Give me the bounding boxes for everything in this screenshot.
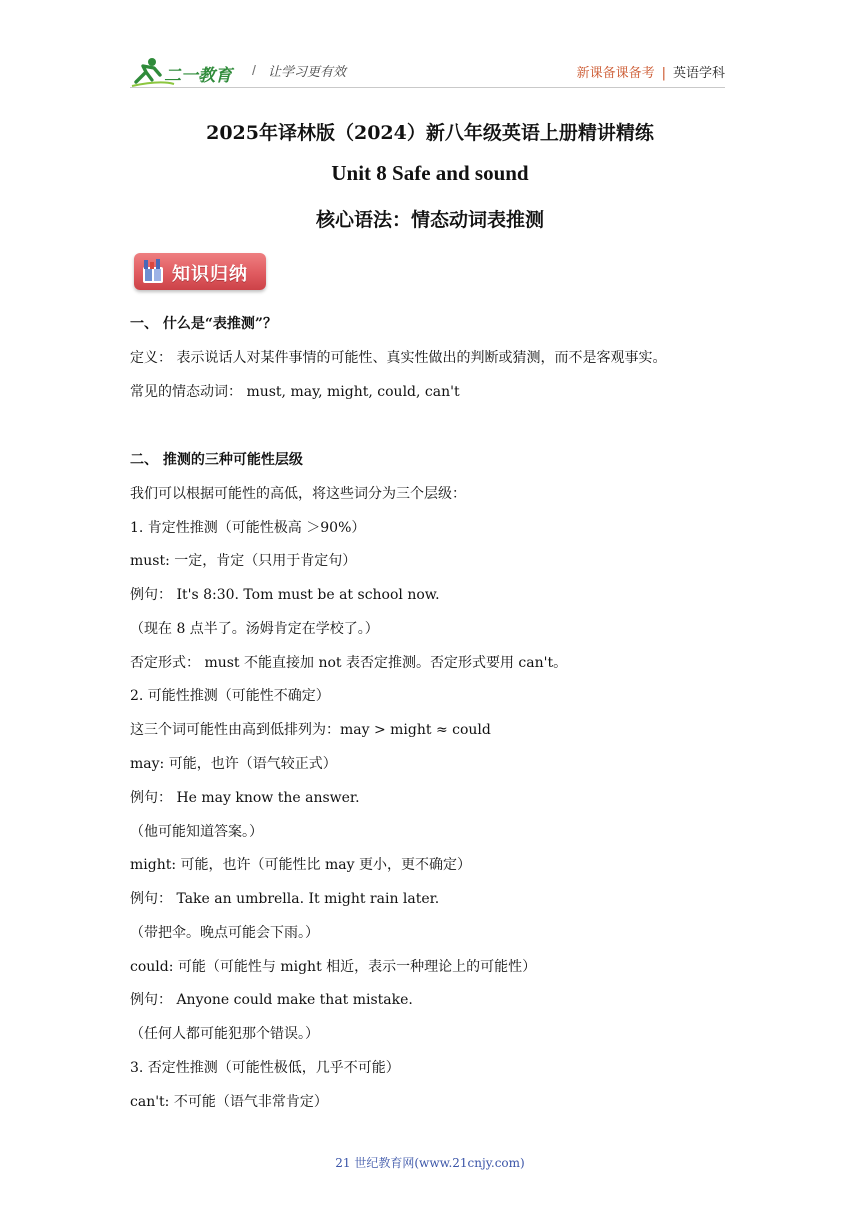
may-definition: may: 可能，也许（语气较正式）: [130, 756, 337, 772]
header-divider: [130, 87, 725, 88]
may-translation: （他可能知道答案。）: [130, 824, 263, 840]
levels-intro: 我们可以根据可能性的高低，将这些词分为三个层级：: [130, 486, 466, 502]
common-modals-line: 常见的情态动词： must, may, might, could, can't: [130, 384, 460, 400]
cant-definition: can't: 不可能（语气非常肯定）: [130, 1094, 328, 1110]
knowledge-summary-badge: [134, 253, 266, 290]
header-right: [577, 62, 725, 81]
main-title: 2025年译林版（2024）新八年级英语上册精讲精练: [206, 122, 654, 144]
book-icon: [140, 258, 166, 285]
must-example: 例句： It's 8:30. Tom must be at school now.: [130, 587, 440, 603]
level-1-title: 1. 肯定性推测（可能性极高 ＞90%）: [130, 520, 366, 536]
must-translation: （现在 8 点半了。汤姆肯定在学校了。）: [130, 621, 379, 637]
unit-title: Unit 8 Safe and sound: [331, 161, 529, 185]
logo: [130, 56, 242, 88]
section-1-heading: 一、 什么是“表推测”？: [130, 316, 277, 332]
slogan-separator: /: [252, 62, 256, 78]
could-example: 例句： Anyone could make that mistake.: [130, 992, 413, 1008]
slogan: 让学习更有效: [268, 65, 347, 80]
subject-label: 英语学科: [672, 66, 725, 81]
must-definition: must: 一定，肯定（只用于肯定句）: [130, 553, 357, 569]
could-definition: could: 可能（可能性与 might 相近，表示一种理论上的可能性）: [130, 959, 537, 975]
might-definition: might: 可能，也许（可能性比 may 更小，更不确定）: [130, 857, 471, 873]
might-translation: （带把伞。晚点可能会下雨。）: [130, 925, 319, 941]
header-separator: |: [661, 66, 666, 81]
logo-text: 二一教育: [164, 66, 232, 86]
page-header: [130, 56, 725, 90]
level-2-title: 2. 可能性推测（可能性不确定）: [130, 688, 330, 704]
level-2-order: 这三个词可能性由高到低排列为：may > might ≈ could: [130, 722, 491, 738]
might-example: 例句： Take an umbrella. It might rain later.: [130, 891, 440, 907]
may-example: 例句： He may know the answer.: [130, 790, 360, 806]
level-3-title: 3. 否定性推测（可能性极低，几乎不可能）: [130, 1060, 400, 1076]
section-2-heading: 二、 推测的三种可能性层级: [130, 452, 303, 468]
page-footer[interactable]: 21 世纪教育网(www.21cnjy.com): [335, 1156, 525, 1170]
could-translation: （任何人都可能犯那个错误。）: [130, 1026, 319, 1042]
prep-label: 新课备课备考: [576, 66, 655, 81]
definition-line: 定义： 表示说话人对某件事情的可能性、真实性做出的判断或猜测，而不是客观事实。: [130, 350, 667, 366]
badge-label: 知识归纳: [172, 264, 248, 285]
topic-title: 核心语法：情态动词表推测: [315, 209, 544, 231]
must-negative-form: 否定形式： must 不能直接加 not 表否定推测。否定形式要用 can't。: [130, 655, 568, 671]
